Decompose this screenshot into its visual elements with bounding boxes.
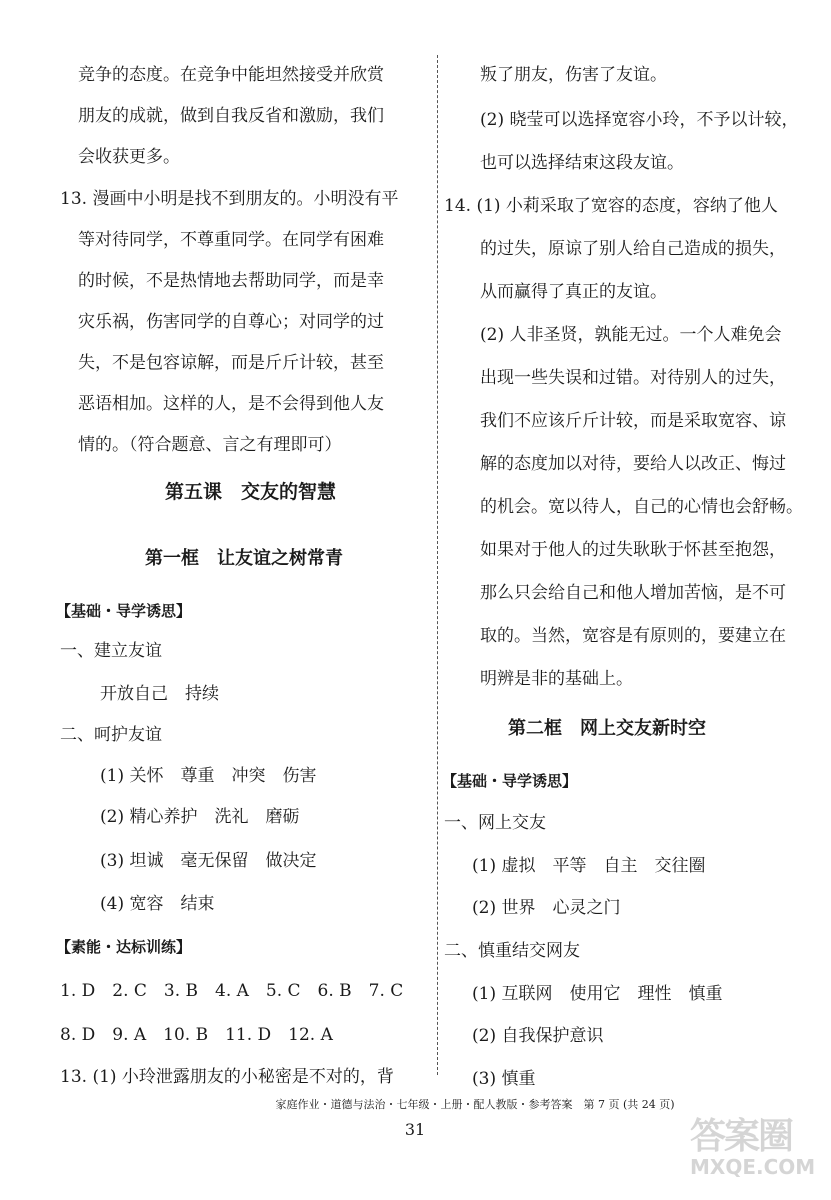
lesson-title: 第五课 交友的智慧 xyxy=(165,481,337,503)
outline-item: (3) 坦诚 毫无保留 做决定 xyxy=(100,851,317,871)
watermark-main: 答案圈 xyxy=(690,1116,793,1157)
outline-item: 二、慎重结交网友 xyxy=(444,941,580,961)
text-line: 恶语相加。这样的人，是不会得到他人友 xyxy=(78,394,384,414)
outline-item: (1) 关怀 尊重 冲突 伤害 xyxy=(100,766,317,786)
outline-item: 开放自己 持续 xyxy=(100,684,219,704)
text-line: 失，不是包容谅解，而是斤斤计较，甚至 xyxy=(78,353,384,373)
text-line: 朋友的成就，做到自我反省和激励，我们 xyxy=(78,106,384,126)
text-line: 的时候，不是热情地去帮助同学，而是幸 xyxy=(78,271,384,291)
question-13-line: 13. (1) 小玲泄露朋友的小秘密是不对的，背 xyxy=(60,1067,394,1087)
skills-tag: 【素能・达标训练】 xyxy=(56,938,192,956)
outline-item: (4) 宽容 结束 xyxy=(100,894,215,914)
text-line: 出现一些失误和过错。对待别人的过失， xyxy=(480,368,786,388)
text-line: 的过失，原谅了别人给自己造成的损失， xyxy=(480,239,786,259)
outline-item: (2) 精心养护 洗礼 磨砺 xyxy=(100,807,300,827)
page-number: 31 xyxy=(404,1120,426,1139)
text-line: 也可以选择结束这段友谊。 xyxy=(480,153,684,173)
watermark xyxy=(690,1108,825,1193)
text-line: 取的。当然，宽容是有原则的，要建立在 xyxy=(480,626,786,646)
outline-item: 二、呵护友谊 xyxy=(60,725,162,745)
page-footer: 家庭作业・道德与法治・七年级・上册・配人教版・参考答案 第 7 页 (共 24 页) xyxy=(275,1098,675,1111)
text-line: 我们不应该斤斤计较，而是采取宽容、谅 xyxy=(480,411,786,431)
text-line: (2) 晓莹可以选择宽容小玲，不予以计较， xyxy=(480,110,799,130)
answers-line: 8. D 9. A 10. B 11. D 12. A xyxy=(60,1025,333,1045)
answers-line: 1. D 2. C 3. B 4. A 5. C 6. B 7. C xyxy=(60,981,404,1001)
text-line: 灾乐祸，伤害同学的自尊心；对同学的过 xyxy=(78,312,384,332)
text-line: 竞争的态度。在竞争中能坦然接受并欣赏 xyxy=(78,65,384,85)
text-line: 解的态度加以对待，要给人以改正、悔过 xyxy=(480,454,786,474)
outline-item: (3) 慎重 xyxy=(472,1069,536,1089)
outline-item: 一、建立友谊 xyxy=(60,641,162,661)
text-line: 那么只会给自己和他人增加苦恼，是不可 xyxy=(480,583,786,603)
text-line: 14. (1) 小莉采取了宽容的态度，容纳了他人 xyxy=(444,196,778,216)
text-line: 叛了朋友，伤害了友谊。 xyxy=(480,65,667,85)
outline-item: (2) 世界 心灵之门 xyxy=(472,898,621,918)
text-line: 13. 漫画中小明是找不到朋友的。小明没有平 xyxy=(60,189,399,209)
column-divider xyxy=(437,55,438,1075)
text-line: 会收获更多。 xyxy=(78,147,180,167)
text-line: 等对待同学，不尊重同学。在同学有困难 xyxy=(78,230,384,250)
outline-item: (2) 自我保护意识 xyxy=(472,1026,604,1046)
outline-item: (1) 互联网 使用它 理性 慎重 xyxy=(472,984,723,1004)
text-line: 情的。（符合题意、言之有理即可） xyxy=(78,435,342,455)
basics-tag: 【基础・导学诱思】 xyxy=(442,772,578,790)
watermark-sub: MXQE.COM xyxy=(690,1155,816,1179)
text-line: 从而赢得了真正的友谊。 xyxy=(480,282,667,302)
section-title: 第二框 网上交友新时空 xyxy=(508,718,706,739)
text-line: 明辨是非的基础上。 xyxy=(480,669,633,689)
section-title: 第一框 让友谊之树常青 xyxy=(145,548,343,569)
text-line: 的机会。宽以待人，自己的心情也会舒畅。 xyxy=(480,497,803,517)
outline-item: 一、网上交友 xyxy=(444,813,546,833)
text-line: (2) 人非圣贤，孰能无过。一个人难免会 xyxy=(480,325,782,345)
text-line: 如果对于他人的过失耿耿于怀甚至抱怨， xyxy=(480,540,786,560)
outline-item: (1) 虚拟 平等 自主 交往圈 xyxy=(472,856,706,876)
basics-tag: 【基础・导学诱思】 xyxy=(56,602,192,620)
